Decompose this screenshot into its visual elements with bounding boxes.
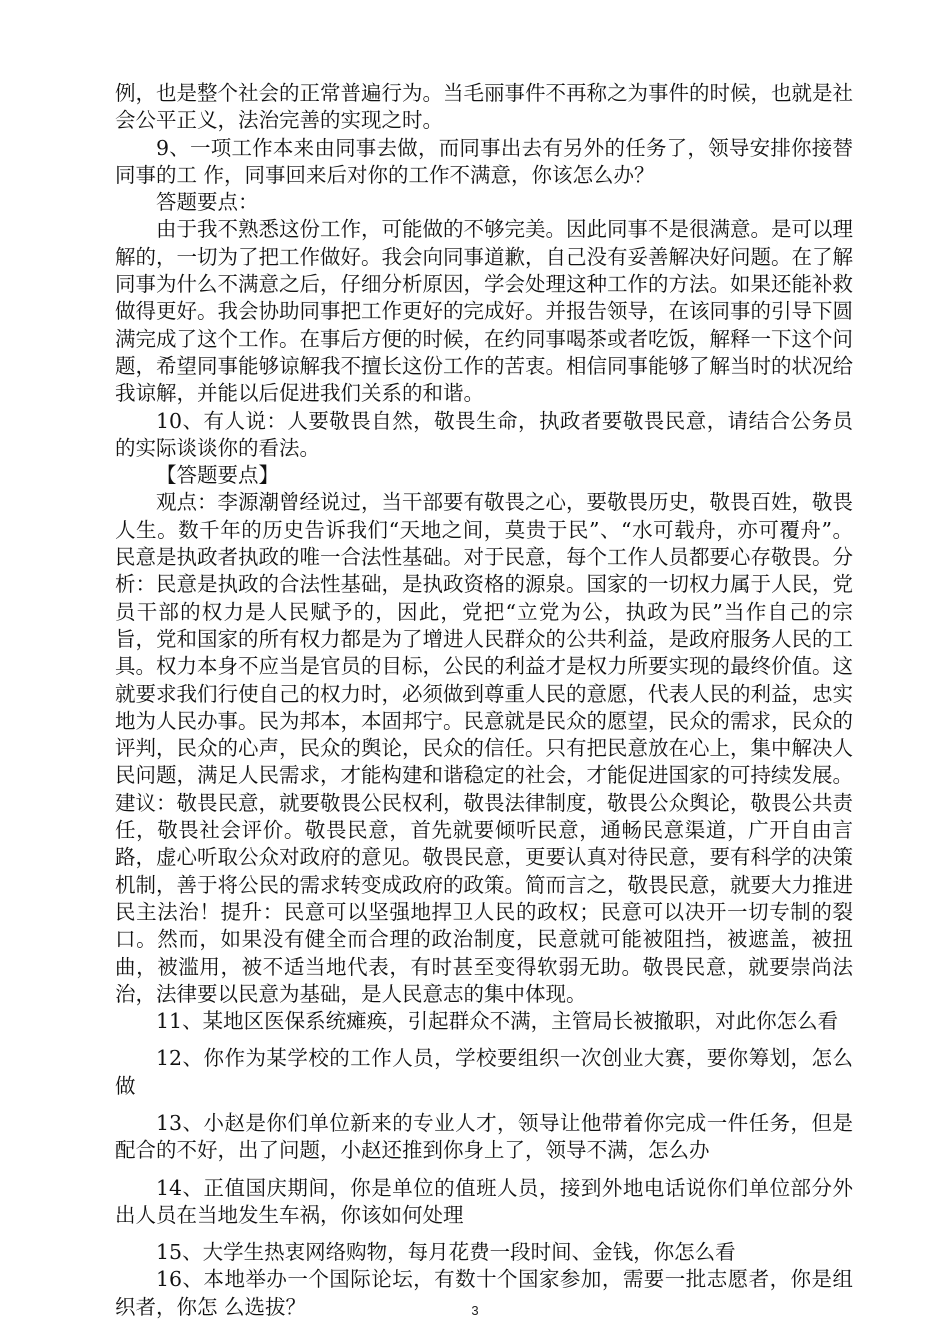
question-10: 10、有人说：人要敬畏自然，敬畏生命，执政者要敬畏民意，请结合公务员的实际谈谈你的看法。 — [115, 408, 853, 460]
answer-9: 由于我不熟悉这份工作，可能做的不够完美。因此同事不是很满意。是可以理解的，一切为了把工作做好。我会向同事道歉，自己没有妥善解决好问题。在了解同事为什么不满意之后，仔细分析原因，学会处理这种工作的方法。如果还能补救做得更好。我会协助同事把工作更好的完成好。并报告领导，在该同事的引导下圆满完成了这个工作。在事后方便的时候，在约同事喝茶或者吃饭，解释一下这个问题，希望同事能够谅解我不擅长这份工作的苦衷。相信同事能够了解当时的状况给我谅解，并能以后促进我们关系的和谐。 — [115, 217, 853, 406]
question-13: 13、小赵是你们单位新来的专业人才，领导让他带着你完成一件任务，但是配合的不好，出了问题，小赵还推到你身上了，领导不满，怎么办 — [115, 1110, 853, 1163]
paragraph-continuation: 例，也是整个社会的正常普遍行为。当毛丽事件不再称之为事件的时候，也就是社会公平正义，法治完善的实现之时。 — [115, 81, 853, 133]
question-9: 9、一项工作本来由同事去做，而同事出去有另外的任务了，领导安排你接替同事的工 作，同事回来后对你的工作不满意，你该怎么办？ — [115, 135, 853, 187]
answer-heading-9: 答题要点： — [156, 190, 259, 215]
question-16: 16、本地举办一个国际论坛，有数十个国家参加，需要一批志愿者，你是组织者，你怎 么选拔？ — [115, 1267, 853, 1319]
answer-heading-10: 【答题要点】 — [156, 463, 279, 488]
answer-10: 观点：李源潮曾经说过，当干部要有敬畏之心，要敬畏历史，敬畏百姓，敬畏人生。数千年的历史告诉我们“天地之间，莫贵于民”、“水可载舟，亦可覆舟”。民意是执政者执政的唯一合法性基础。对于民意，每个工作人员都要心存敬畏。分析：民意是执政的合法性基础，是执政资格的源泉。国家的一切权力属于人民，党员干部的权力是人民赋予的，因此，党把“立党为公，执政为民”当作自己的宗旨，党和国家的所有权力都是为了增进人民群众的公共利益，是政府服务人民的工具。权力本身不应当是官员的目标，公民的利益才是权力所要实现的最终价值。这就要求我们行使自己的权力时，必须做到尊重人民的意愿，代表人民的利益，忠实地为人民办事。民为邦本，本固邦宁。民意就是民众的愿望，民众的需求，民众的评判，民众的心声，民众的舆论，民众的信任。只有把民意放在心上，集中解决人民问题，满足人民需求，才能构建和谐稳定的社会，才能促进国家的可持续发展。建议：敬畏民意，就要敬畏公民权利，敬畏法律制度，敬畏公众舆论，敬畏公共责任，敬畏社会评价。敬畏民意，首先就要倾听民意，通畅民意渠道，广开自由言路，虚心听取公众对政府的意见。敬畏民意，更要认真对待民意，要有科学的决策机制，善于将公民的需求转变成政府的政策。简而言之，敬畏民意，就要大力推进民主法治！提升：民意可以坚强地捍卫人民的政权；民意可以决开一切专制的裂口。然而，如果没有健全而合理的政治制度，民意就可能被阻挡，被遮盖，被扭曲，被滥用，被不适当地代表，有时甚至变得软弱无助。敬畏民意，就要崇尚法治，法律要以民意为基础，是人民意志的集中体现。 — [115, 490, 853, 1006]
question-14: 14、正值国庆期间，你是单位的值班人员，接到外地电话说你们单位部分外出人员在当地发生车祸，你该如何处理 — [115, 1175, 853, 1227]
page-number: 3 — [471, 1303, 479, 1318]
question-11: 11、某地区医保系统瘫痪，引起群众不满，主管局长被撤职，对此你怎么看 — [156, 1009, 839, 1034]
body-text — [115, 80, 853, 1321]
question-12: 12、你作为某学校的工作人员，学校要组织一次创业大赛，要你筹划，怎么做 — [115, 1046, 853, 1098]
question-15: 15、大学生热衷网络购物，每月花费一段时间、金钱，你怎么看 — [156, 1240, 736, 1265]
